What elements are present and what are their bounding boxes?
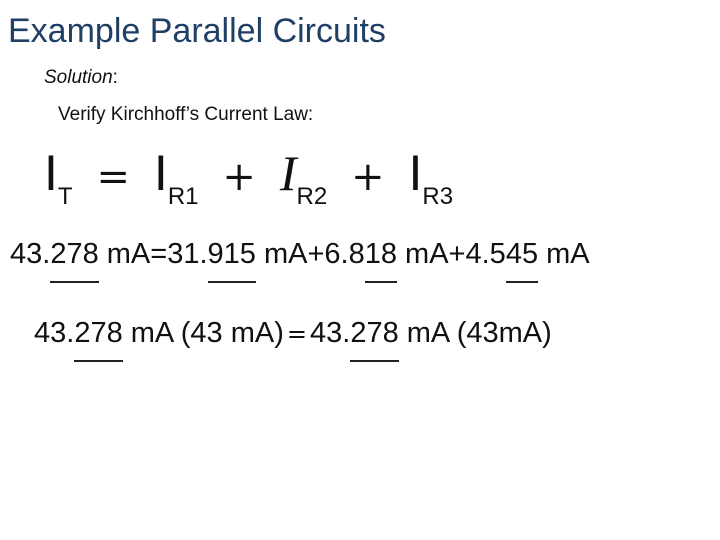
underlined-digits: 45 xyxy=(506,240,538,283)
equation-text: mA+4.5 xyxy=(397,238,506,270)
underlined-digits: 18 xyxy=(365,240,397,283)
current-r1-symbol: $I_{R1}$ xyxy=(153,145,199,210)
result-equation xyxy=(34,317,552,362)
equation-text: mA (43mA) xyxy=(398,317,552,349)
underlined-digits: 278 xyxy=(350,319,398,362)
equation-text: mA (43 mA) xyxy=(122,317,284,349)
underlined-digits: 278 xyxy=(50,240,98,283)
verify-text: Verify Kirchhoff’s Current Law: xyxy=(58,104,314,125)
solution-text: Solution xyxy=(44,67,113,88)
solution-colon: : xyxy=(112,67,118,88)
equals-sign: = xyxy=(286,320,307,348)
underlined-digits: 278 xyxy=(74,319,122,362)
equation-text: 43. xyxy=(10,238,51,270)
plus-sign: + xyxy=(222,154,256,200)
numeric-kcl-equation xyxy=(10,238,590,283)
equation-text: 43. xyxy=(309,317,351,349)
underlined-digits: 915 xyxy=(208,240,256,283)
equation-text: mA=31. xyxy=(98,238,208,270)
equation-text: mA+6.8 xyxy=(255,238,365,270)
equals-sign: = xyxy=(96,154,130,200)
solution-label xyxy=(44,67,118,89)
kcl-equation xyxy=(44,145,454,210)
equation-text: mA xyxy=(538,238,590,270)
total-current-symbol: $I_T$ xyxy=(44,145,73,210)
current-r3-symbol: $I_{R3}$ xyxy=(408,145,454,210)
equation-text: 43. xyxy=(34,317,75,349)
plus-sign: + xyxy=(351,154,385,200)
slide-title: Example Parallel Circuits xyxy=(8,12,386,50)
current-r2-symbol: $I_{R2}$ xyxy=(279,145,328,210)
